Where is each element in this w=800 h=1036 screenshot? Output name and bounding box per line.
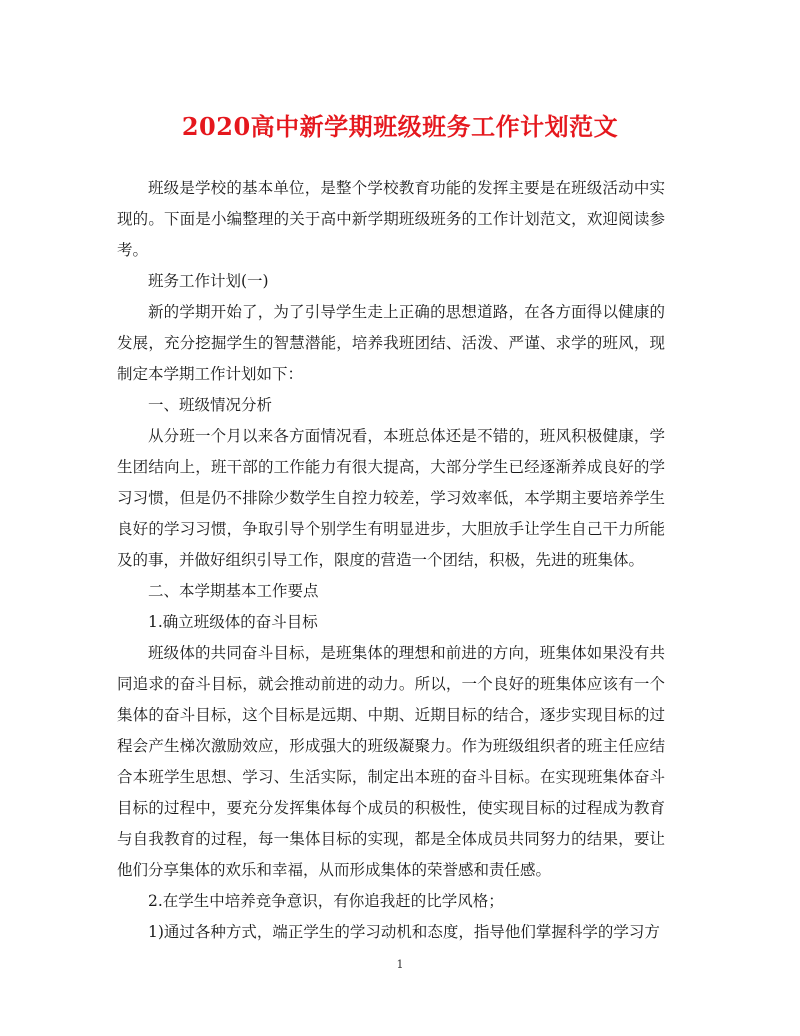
page-number: 1 — [396, 958, 404, 971]
document-body — [117, 173, 665, 948]
section-heading-class-analysis: 一、班级情况分析 — [148, 396, 273, 414]
class-analysis-paragraph: 从分班一个月以来各方面情况看，本班总体还是不错的，班风积极健康，学生团结向上，班干部的工作能力有很大提高，大部分学生已经逐渐养成良好的学习习惯，但是仍不排除少数学生自控力较差，学习效率低，本学期主要培养学生良好的学习习惯，争取引导个别学生有明显进步，大胆放手让学生自己干力所能及的事，并做好组织引导工作，限度的营造一个团结，积极，先进的班集体。 — [117, 427, 665, 569]
item-learning-motivation: 1)通过各种方式，端正学生的学习动机和态度，指导他们掌握科学的学习方 — [148, 923, 660, 941]
section-heading-work-points: 二、本学期基本工作要点 — [148, 582, 319, 600]
subheading-competition: 2.在学生中培养竞争意识，有你追我赶的比学风格； — [148, 892, 504, 910]
section-heading-plan-one: 班务工作计划(一) — [148, 272, 269, 290]
plan-intro-paragraph: 新的学期开始了，为了引导学生走上正确的思想道路，在各方面得以健康的发展，充分挖掘学生的智慧潜能，培养我班团结、活泼、严谨、求学的班风，现制定本学期工作计划如下： — [117, 303, 665, 383]
intro-paragraph: 班级是学校的基本单位，是整个学校教育功能的发挥主要是在班级活动中实现的。下面是小编整理的关于高中新学期班级班务的工作计划范文，欢迎阅读参考。 — [117, 179, 665, 259]
document-title: 2020高中新学期班级班务工作计划范文 — [181, 112, 619, 141]
subheading-goals: 1.确立班级体的奋斗目标 — [148, 613, 318, 631]
goals-paragraph: 班级体的共同奋斗目标，是班集体的理想和前进的方向，班集体如果没有共同追求的奋斗目标，就会推动前进的动力。所以，一个良好的班集体应该有一个集体的奋斗目标，这个目标是远期、中期、近期目标的结合，逐步实现目标的过程会产生梯次激励效应，形成强大的班级凝聚力。作为班级组织者的班主任应结合本班学生思想、学习、生活实际，制定出本班的奋斗目标。在实现班集体奋斗目标的过程中，要充分发挥集体每个成员的积极性，使实现目标的过程成为教育与自我教育的过程，每一集体目标的实现，都是全体成员共同努力的结果，要让他们分享集体的欢乐和幸福，从而形成集体的荣誉感和责任感。 — [117, 644, 665, 879]
